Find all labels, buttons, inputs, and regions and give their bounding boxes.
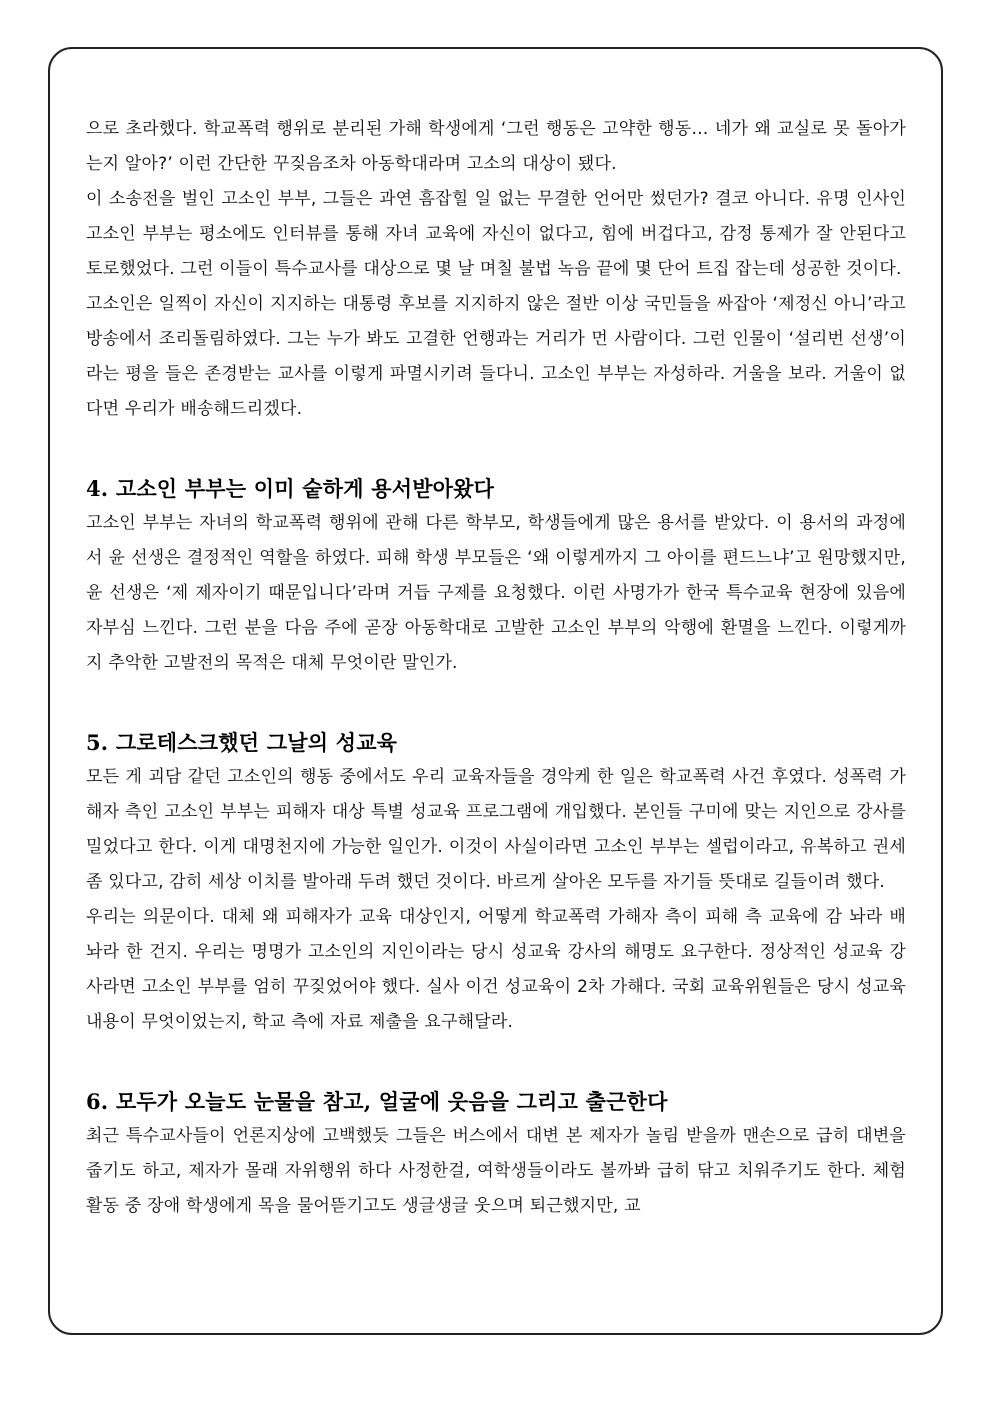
paragraph: 우리는 의문이다. 대체 왜 피해자가 교육 대상인지, 어떻게 학교폭력 가해자 측이 피해 측 교육에 감 놔라 배 놔라 한 건지. 우리는 명명가 고소인의 지인이라는 당시 성교육 강사의 해명도 요구한다. 정상적인 성교육 강사라면 고소인 부부를 엄히 꾸짖었어야 했다. 실사 이건 성교육이 2차 가해다. 국회 교육위원들은 당시 성교육 내용이 무엇이었는지, 학교 측에 자료 제출을 요구해달라. [86, 907, 906, 1032]
paragraph: 모든 게 괴담 같던 고소인의 행동 중에서도 우리 교육자들을 경악케 한 일은 학교폭력 사건 후였다. 성폭력 가해자 측인 고소인 부부는 피해자 대상 특별 성교육 프로그램에 개입했다. 본인들 구미에 맞는 지인으로 강사를 밀었다고 한다. 이게 대명천지에 가능한 일인가. 이것이 사실이라면 고소인 부부는 셀럽이라고, 유복하고 권세 좀 있다고, 감히 세상 이치를 발아래 두려 했던 것이다. 바르게 살아온 모두를 자기들 뜻대로 길들이려 했다. [86, 767, 906, 892]
document-body [86, 112, 906, 1224]
section-heading: 4. 고소인 부부는 이미 숱하게 용서받아왔다 [86, 476, 495, 501]
paragraph: 최근 특수교사들이 언론지상에 고백했듯 그들은 버스에서 대변 본 제자가 놀림 받을까 맨손으로 급히 대변을 줍기도 하고, 제자가 몰래 자위행위 하다 사정한걸, 여학생들이라도 볼까봐 급히 닦고 치워주기도 한다. 체험활동 중 장애 학생에게 목을 물어뜯기고도 생글생글 웃으며 퇴근했지만, 교 [86, 1126, 906, 1216]
section-6 [86, 1084, 906, 1224]
section-heading: 6. 모두가 오늘도 눈물을 참고, 얼굴에 웃음을 그리고 출근한다 [86, 1089, 668, 1114]
paragraph: 고소인 부부는 자녀의 학교폭력 행위에 관해 다른 학부모, 학생들에게 많은 용서를 받았다. 이 용서의 과정에서 윤 선생은 결정적인 역할을 하였다. 피해 학생 부모들은 ‘왜 이렇게까지 그 아이를 편드느냐’고 원망했지만, 윤 선생은 ‘제 제자이기 때문입니다’라며 거듭 구제를 요청했다. 이런 사명가가 한국 특수교육 현장에 있음에 자부심 느낀다. 그런 분을 다음 주에 곧장 아동학대로 고발한 고소인 부부의 악행에 환멸을 느낀다. 이렇게까지 추악한 고발전의 목적은 대체 무엇이란 말인가. [86, 513, 906, 673]
paragraph: 으로 초라했다. 학교폭력 행위로 분리된 가해 학생에게 ‘그런 행동은 고약한 행동… 네가 왜 교실로 못 돌아가는지 알아?’ 이런 간단한 꾸짖음조차 아동학대라며 고소의 대상이 됐다. [86, 119, 906, 174]
section-heading: 5. 그로테스크했던 그날의 성교육 [86, 730, 398, 755]
section-3-continuation [86, 112, 906, 427]
paragraph: 이 소송전을 벌인 고소인 부부, 그들은 과연 흠잡힐 일 없는 무결한 언어만 썼던가? 결코 아니다. 유명 인사인 고소인 부부는 평소에도 인터뷰를 통해 자녀 교육에 자신이 없다고, 힘에 버겁다고, 감정 통제가 잘 안된다고 토로했었다. 그런 이들이 특수교사를 대상으로 몇 날 며칠 불법 녹음 끝에 몇 단어 트집 잡는데 성공한 것이다. [86, 189, 906, 279]
paragraph: 고소인은 일찍이 자신이 지지하는 대통령 후보를 지지하지 않은 절반 이상 국민들을 싸잡아 ‘제정신 아니’라고 방송에서 조리돌림하였다. 그는 누가 봐도 고결한 언행과는 거리가 먼 사람이다. 그런 인물이 ‘설리번 선생’이라는 평을 들은 존경받는 교사를 이렇게 파멸시키려 들다니. 고소인 부부는 자성하라. 거울을 보라. 거울이 없다면 우리가 배송해드리겠다. [86, 294, 906, 419]
section-5 [86, 725, 906, 1040]
section-4 [86, 471, 906, 681]
